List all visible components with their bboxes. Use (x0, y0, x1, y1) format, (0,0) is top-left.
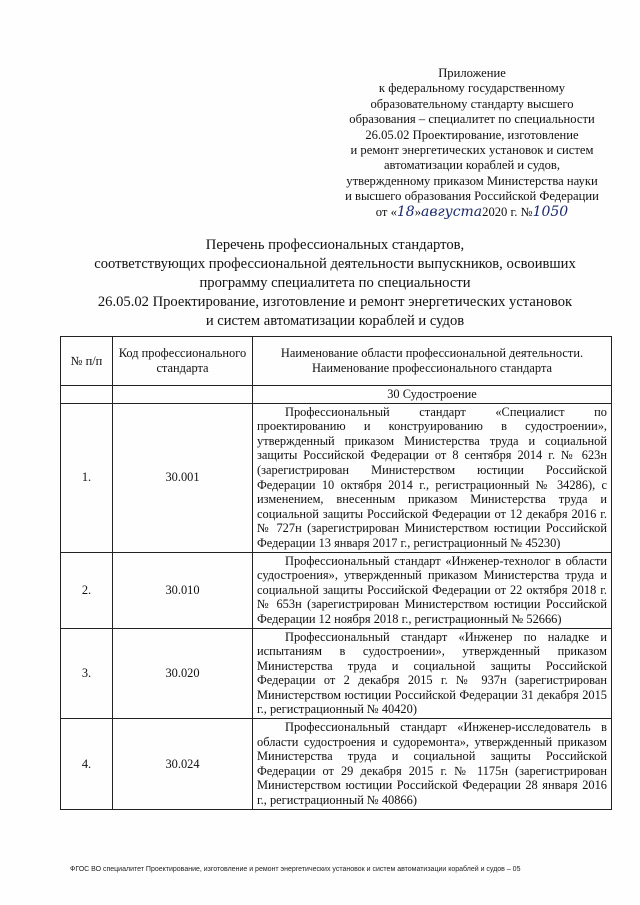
row-number: 4. (61, 719, 113, 810)
handwritten-order-number: 1050 (532, 203, 569, 220)
header-code: Код профессионального стандарта (113, 337, 253, 386)
section-empty-cell (113, 386, 253, 404)
title-line: 26.05.02 Проектирование, изготовление и ремонт энергетических установок (97, 294, 573, 310)
section-title: 30 Судостроение (253, 386, 612, 404)
table-header-row (61, 337, 612, 386)
row-number: 1. (61, 403, 113, 552)
header-name: Наименование области профессиональной деятельности. Наименование профессионального стандарта (253, 337, 612, 386)
row-code: 30.001 (113, 403, 253, 552)
appendix-line: к федеральному государственному (378, 81, 566, 96)
row-description (253, 552, 612, 628)
row-description (253, 403, 612, 552)
appendix-block (330, 66, 614, 220)
row-code: 30.010 (113, 552, 253, 628)
row-description-text: Профессиональный стандарт «Инженер-исследователь в области судостроения и судоремонта», утвержденный приказом Министерства труда и социальной защиты Российской Федерации от 29 декабря 2015 г. № 1175н (зарегистрирован Министерством юстиции Российской Федерации 28 января 2016 г., регистрационный № 40866) (257, 720, 607, 808)
row-description-text: Профессиональный стандарт «Инженер-технолог в области судостроения», утвержденный приказом Министерства труда и социальной защиты Российской Федерации от 22 октября 2018 г. № 653н (зарегистрирован Министерством юстиции Российской Федерации 12 ноября 2018 г., регистрационный № 52666) (257, 553, 607, 626)
appendix-line: и высшего образования Российской Федерации (345, 189, 599, 204)
row-description (253, 719, 612, 810)
row-code: 30.020 (113, 628, 253, 719)
title-line: и систем автоматизации кораблей и судов (205, 313, 465, 329)
header-num: № п/п (61, 337, 113, 386)
appendix-line: образовательному стандарту высшего (370, 96, 574, 111)
row-code: 30.024 (113, 719, 253, 810)
table-row (61, 719, 612, 810)
row-description-text: Профессиональный стандарт «Специалист по проектированию и конструированию в судостроении», утвержденный приказом Министерства труда и социальной защиты Российской Федерации от 8 сентября 2014 г. № 623н (зарегистрирован Министерством юстиции Российской Федерации 10 октября 2014 г., регистрационный № 34286), с изменением, внесенным приказом Министерства труда и социальной защиты Российской Федерации от 12 декабря 2016 г. № 727н (зарегистрирован Министерством юстиции Российской Федерации 13 января 2017 г., регистрационный № 45230) (257, 404, 607, 550)
document-title (60, 236, 610, 331)
title-line: Перечень профессиональных стандартов, (205, 237, 465, 253)
title-line: программу специалитета по специальности (199, 275, 471, 291)
page-footer: ФГОС ВО специалитет Проектирование, изготовление и ремонт энергетических установок и систем автоматизации кораблей и судов – 05 (70, 866, 521, 873)
section-empty-cell (61, 386, 113, 404)
date-year: 2020 г. № (482, 204, 533, 219)
standards-table (60, 336, 612, 810)
handwritten-day: 18 (396, 203, 415, 220)
section-row (61, 386, 612, 404)
row-description-text: Профессиональный стандарт «Инженер по наладке и испытаниям в судостроении», утвержденный приказом Министерства труда и социальной защиты Российской Федерации от 2 декабря 2015 г. № 937н (зарегистрирован Министерством юстиции Российской Федерации 31 декабря 2015 г., регистрационный № 40420) (257, 629, 607, 717)
date-prefix: от « (375, 204, 397, 219)
appendix-line: 26.05.02 Проектирование, изготовление (365, 127, 579, 142)
row-description (253, 628, 612, 719)
title-line: соответствующих профессиональной деятельности выпускников, освоивших (94, 256, 576, 272)
table-row (61, 628, 612, 719)
row-number: 3. (61, 628, 113, 719)
date-mid: » (414, 204, 421, 219)
table-row (61, 552, 612, 628)
appendix-line: утвержденному приказом Министерства науки (346, 173, 598, 188)
appendix-line: и ремонт энергетических установок и систем (350, 143, 594, 158)
appendix-line: Приложение (438, 66, 506, 80)
table-row (61, 403, 612, 552)
appendix-line: автоматизации кораблей и судов, (383, 158, 561, 173)
appendix-line: образования – специалитет по специальности (349, 112, 595, 127)
row-number: 2. (61, 552, 113, 628)
handwritten-month: августа (421, 203, 483, 220)
order-date-line (330, 205, 614, 220)
